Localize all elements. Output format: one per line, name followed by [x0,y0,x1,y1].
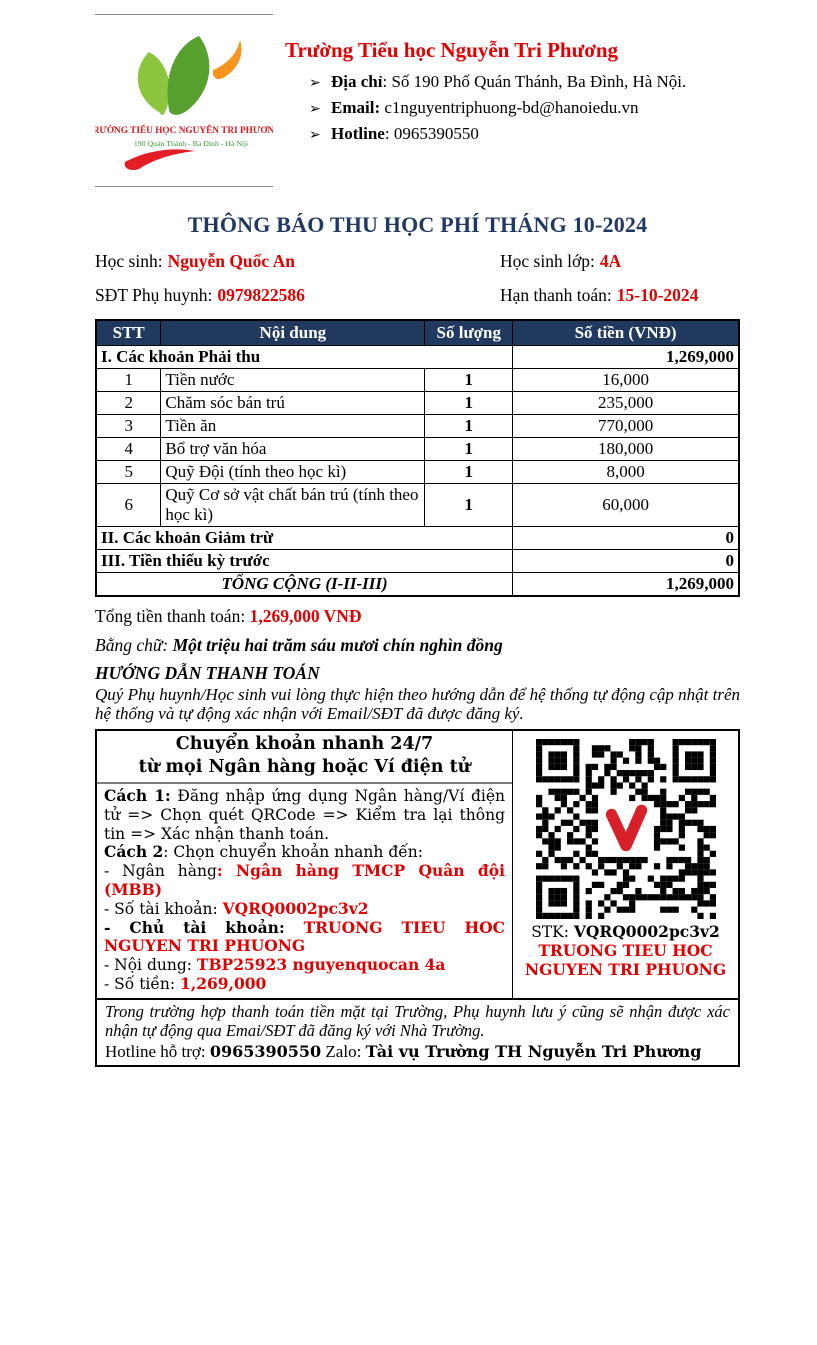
section-row-receivables [96,346,739,369]
payment-box-title-line1: Chuyển khoản nhanh 24/7 [175,734,434,754]
payment-box-title-line2: từ mọi Ngân hàng hoặc Ví điện tử [138,757,471,777]
qr-stk-label: STK: [531,923,574,941]
transfer-amount-line: - Số tiền: 1,269,000 [104,973,267,993]
school-logo [95,14,273,187]
class-value: 4A [599,251,622,271]
table-header-row [96,320,739,346]
row-qty: 1 [425,392,513,415]
page-title: THÔNG BÁO THU HỌC PHÍ THÁNG 10-2024 [187,212,648,237]
total-label: TỔNG CỘNG (I-II-III) [96,573,513,597]
footer-note-box [95,1000,740,1067]
total-payment-label: Tổng tiền thanh toán: [95,606,246,626]
qr-account-caption [513,922,738,941]
account-holder-line: - Chủ tài khoản: TRUONG TIEU HOC NGUYEN TRI PHUONG [104,917,506,956]
school-contact-list [285,70,686,148]
bank-name-line: - Ngân hàng: Ngân hàng TMCP Quân đội (MBB) [104,861,505,899]
section-label: III. Tiền thiếu kỳ trước [96,550,513,573]
row-name: Chăm sóc bán trú [161,392,425,415]
document-header [95,14,740,187]
section-row-deductions [96,527,739,550]
payment-guide-text: Quý Phụ huynh/Học sinh vui lòng thực hiện theo hướng dẫn để hệ thống tự động cập nhật trên hệ thống và tự động xác nhận với Email/SĐT đã được đăng ký. [95,685,741,723]
school-name: Trường Tiểu học Nguyễn Tri Phương [285,38,618,62]
section-label: I. Các khoản Phải thu [96,346,513,369]
school-info [285,14,686,187]
total-row [96,573,739,597]
field-due-date [500,285,705,306]
support-hotline-line [105,1041,730,1062]
zalo-label: Zalo: [321,1041,366,1061]
row-amount: 60,000 [513,484,739,527]
hotline-line [309,122,686,148]
row-name: Bổ trợ văn hóa [161,438,425,461]
address-label: Địa chỉ [331,72,383,91]
col-header-content: Nội dung [161,320,425,346]
qr-holder-line1: TRUONG TIEU HOC [538,941,713,960]
zalo-value: Tài vụ Trường TH Nguyễn Tri Phương [365,1041,702,1061]
row-name: Quỹ Cơ sở vật chất bán trú (tính theo học kì) [161,484,425,527]
amount-in-words-label: Bằng chữ: [95,635,169,655]
parent-phone-value: 0979822586 [217,285,305,305]
student-info [95,251,740,306]
qr-stk-value: VQRQ0002pc3v2 [573,922,720,941]
row-qty: 1 [425,484,513,527]
cash-payment-note: Trong trường hợp thanh toán tiền mặt tại Trường, Phụ huynh lưu ý cũng sẽ nhận được xác nhận tự động qua Emai/SĐT đã đăng ký với Nhà Trường. [105,1001,730,1041]
field-student-name [95,251,500,272]
row-stt: 3 [96,415,161,438]
table-row [96,369,739,392]
row-qty: 1 [425,415,513,438]
total-payment-line [95,606,740,627]
table-row [96,461,739,484]
row-amount: 180,000 [513,438,739,461]
table-row [96,415,739,438]
arrow-bullet-icon: ➢ [309,128,321,143]
col-header-stt: STT [96,320,161,346]
class-label: Học sinh lớp: [500,251,595,271]
transfer-note-line: - Nội dung: TBP25923 nguyenquocan 4a [104,955,446,975]
arrow-bullet-icon: ➢ [309,76,321,91]
row-qty: 1 [425,438,513,461]
qr-panel [513,731,738,998]
table-row [96,438,739,461]
hotline-label: Hotline [331,124,385,143]
section-row-previous-balance [96,550,739,573]
total-amount: 1,269,000 [513,573,739,597]
parent-phone-label: SĐT Phụ huynh: [95,285,213,305]
col-header-qty: Số lượng [425,320,513,346]
table-row [96,484,739,527]
amount-in-words-value: Một triệu hai trăm sáu mươi chín nghìn đồng [172,635,503,655]
logo-address: 190 Quán Thánh - Ba Đình - Hà Nội [133,139,249,148]
qr-code [536,739,716,919]
fee-table [95,319,740,597]
payment-instruction-body [97,784,512,998]
row-stt: 5 [96,461,161,484]
row-qty: 1 [425,369,513,392]
student-name-value: Nguyễn Quốc An [167,251,295,271]
row-qty: 1 [425,461,513,484]
email-value: c1nguyentriphuong-bd@hanoiedu.vn [380,98,639,117]
row-name: Tiền ăn [161,415,425,438]
qr-account-holder [513,941,738,979]
payment-box-title [97,731,512,784]
qr-holder-line2: NGUYEN TRI PHUONG [524,960,727,979]
row-name: Quỹ Đội (tính theo học kì) [161,461,425,484]
payment-box [95,729,740,1000]
payment-method1-line: Cách 1: Đăng nhập ứng dụng Ngân hàng/Ví điện tử => Chọn quét QRCode => Kiểm tra lại thông tin => Xác nhận thanh toán. [104,786,505,843]
row-stt: 2 [96,392,161,415]
row-stt: 4 [96,438,161,461]
row-stt: 6 [96,484,161,527]
payment-method2-line: Cách 2: Chọn chuyển khoản nhanh đến: [104,842,423,862]
account-number-line: - Số tài khoản: VQRQ0002pc3v2 [104,898,369,918]
field-class [500,251,740,272]
hotline-value: : 0965390550 [384,124,479,143]
row-amount: 8,000 [513,461,739,484]
col-header-amount: Số tiền (VNĐ) [513,320,739,346]
school-logo-image [95,20,273,176]
address-value: : Số 190 Phố Quán Thánh, Ba Đình, Hà Nội. [382,72,687,91]
payment-guide-title: HƯỚNG DẪN THANH TOÁN [95,663,320,683]
row-amount: 235,000 [513,392,739,415]
row-amount: 16,000 [513,369,739,392]
row-name: Tiền nước [161,369,425,392]
logo-school-name: TRƯỜNG TIỂU HỌC NGUYỄN TRI PHƯƠNG [95,126,273,136]
address-line [309,70,686,96]
email-line [309,96,686,122]
section-amount: 1,269,000 [513,346,739,369]
student-name-label: Học sinh: [95,251,163,271]
amount-in-words-line [95,635,740,656]
section-amount: 0 [513,527,739,550]
field-parent-phone [95,285,500,306]
total-payment-value: 1,269,000 VNĐ [249,606,362,626]
arrow-bullet-icon: ➢ [309,102,321,117]
due-date-value: 15-10-2024 [616,285,699,305]
payment-instructions [97,731,513,998]
section-label: II. Các khoản Giảm trừ [96,527,513,550]
due-date-label: Hạn thanh toán: [500,285,612,305]
support-hotline-value: 0965390550 [209,1041,322,1061]
table-row [96,392,739,415]
row-stt: 1 [96,369,161,392]
email-label: Email: [331,98,381,117]
section-amount: 0 [513,550,739,573]
row-amount: 770,000 [513,415,739,438]
support-hotline-label: Hotline hỗ trợ: [105,1041,210,1061]
